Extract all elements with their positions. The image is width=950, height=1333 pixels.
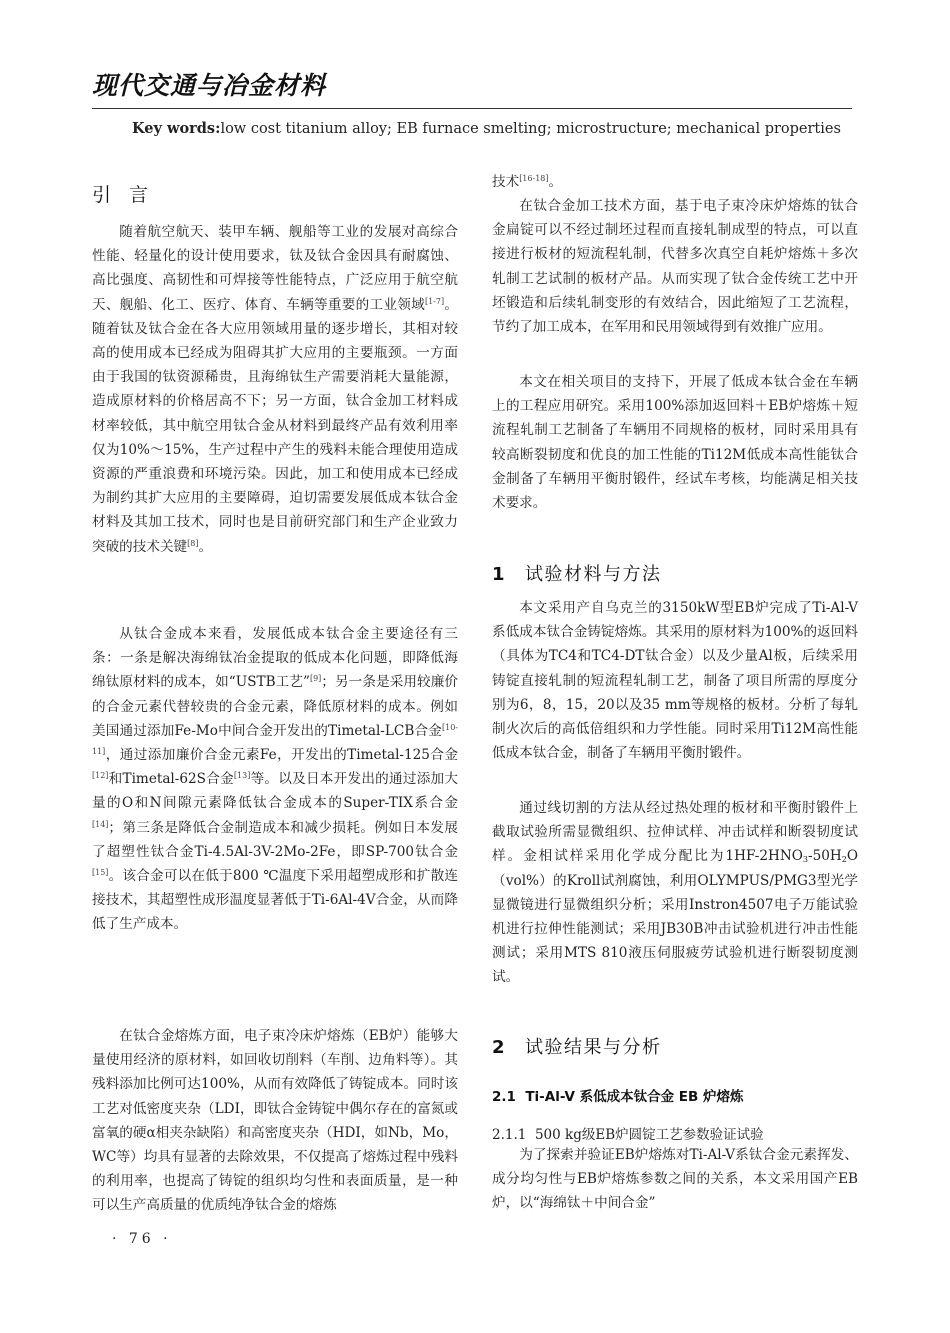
- subsection-heading-2-1: 2.1 Ti-Al-V 系低成本钛合金 EB 炉熔炼: [492, 1089, 744, 1105]
- intro-paragraph-3: 在钛合金熔炼方面，电子束冷床炉熔炼（EB炉）能够大量使用经济的原材料，如回收切削料（车削、边角料等）。其残料添加比例可达100%，从而有效降低了铸锭成本。同时该工艺对低密度夹杂（LDI，即钛合金铸锭中偶尔存在的富氮或富氧的硬α相夹杂缺陷）和高密度夹杂（HDI，如Nb，Mo，WC等）均具有显著的去除效果，不仅提高了熔炼过程中残料的利用率，也提高了铸锭的组织均匀性和表面质量，是一种可以生产高质量的优质纯净钛合金的熔炼: [92, 1028, 458, 1214]
- citation: [14]: [92, 819, 109, 829]
- citation: [16-18]: [519, 174, 549, 183]
- page-number: · 76 ·: [112, 1231, 172, 1247]
- header-rule: [92, 108, 852, 109]
- citation: [9]: [309, 674, 322, 684]
- citation: [13]: [233, 771, 251, 781]
- subsection-heading-2-1-1: 2.1.1 500 kg级EB炉圆锭工艺参数验证试验: [492, 1127, 764, 1143]
- intro-paragraph-4: 在钛合金加工技术方面，基于电子束冷床炉熔炼的钛合金扁锭可以不经过制坯过程而直接轧制成型的特点，可以直接进行板材的短流程轧制，代替多次真空自耗炉熔炼＋多次轧制工艺试制的板材产品。从而实现了钛合金传统工艺中开坯锻造和后续轧制变形的有效结合，因此缩短了工艺流程，节约了加工成本，在军用和民用领域得到有效推广应用。: [492, 198, 858, 336]
- journal-masthead: 现代交通与冶金材料: [92, 71, 327, 100]
- keywords-text: low cost titanium alloy; EB furnace smelting; microstructure; mechanical properties: [220, 121, 841, 137]
- keywords-line: Key words:low cost titanium alloy; EB furnace smelting; microstructure; mechanical properties: [132, 120, 841, 137]
- methods-paragraph-2: 通过线切割的方法从经过热处理的板材和平衡肘锻件上截取试验所需显微组织、拉伸试样、冲击试样和断裂韧度试样。金相试样采用化学成分配比为$1HF-2HNO_3-50H_2O(vol\%)$的Kroll试剂腐蚀，利用OLYMPUS/PMG3型光学显微镜进行显微组织分析；采用Instron4507电子万能试验机进行拉伸性能测试；采用JB30B冲击试验机进行冲击性能测试；采用MTS 810液压伺服疲劳试验机进行断裂韧度测试。: [492, 800, 858, 986]
- intro-paragraph-1: 随着航空航天、装甲车辆、舰船等工业的发展对高综合性能、轻量化的设计使用要求，钛及钛合金因具有耐腐蚀、高比强度、高韧性和可焊接等性能特点，广泛应用于航空航天、舰船、化工、医疗、体育、车辆等重要的工业领域[1-7]。随着钛及钛合金在各大应用领域用量的逐步增长，其相对较高的使用成本已经成为阻碍其扩大应用的主要瓶颈。一方面由于我国的钛资源稀贵，且海绵钛生产需要消耗大量能源，造成原材料的价格居高不下；另一方面，钛合金加工材料成材率较低，其中航空用钛合金从材料到最终产品有效利用率仅为10%～15%，生产过程中产生的残料未能合理使用造成资源的严重浪费和环境污染。因此，加工和使用成本已经成为制约其扩大应用的主要障碍，迫切需要发展低成本钛合金材料及其加工技术，同时也是目前研究部门和生产企业致力突破的技术关键[8]。: [92, 224, 458, 555]
- citation: [12]: [92, 771, 109, 781]
- intro-paragraph-3-continued: 技术[16-18]。: [492, 174, 563, 190]
- section-heading-2: 2 试验结果与分析: [492, 1037, 662, 1058]
- citation: [15]: [92, 868, 109, 878]
- citation: [1-7]: [425, 296, 445, 306]
- results-paragraph-1: 为了探索并验证EB炉熔炼对Ti-Al-V系钛合金元素挥发、成分均匀性与EB炉熔炼参数之间的关系，本文采用国产EB炉，以“海绵钛＋中间合金”: [492, 1147, 858, 1212]
- citation: [10-11]: [92, 722, 458, 757]
- intro-paragraph-5: 本文在相关项目的支持下，开展了低成本钛合金在车辆上的工程应用研究。采用100%添加返回料＋EB炉熔炼＋短流程轧制工艺制备了车辆用不同规格的板材，同时采用具有较高断裂韧度和优良的加工性能的Ti12M低成本高性能钛合金制备了车辆用平衡肘锻件，经试车考核，均能满足相关技术要求。: [492, 374, 858, 512]
- methods-paragraph-1: 本文采用产自乌克兰的3150kW型EB炉完成了Ti-Al-V系低成本钛合金铸锭熔炼。其采用的原材料为100%的返回料（具体为TC4和TC4-DT钛合金）以及少量Al板，后续采用铸锭直接轧制的短流程轧制工艺，制备了项目所需的厚度分别为6，8，15，20以及35 mm等规格的板材。分析了每轧制火次后的高低倍组织和力学性能。同时采用Ti12M高性能低成本钛合金，制备了车辆用平衡肘锻件。: [492, 600, 858, 762]
- section-heading-1: 1 试验材料与方法: [492, 564, 662, 585]
- intro-paragraph-2: 从钛合金成本来看，发展低成本钛合金主要途径有三条：一条是解决海绵钛冶金提取的低成本化问题，即降低海绵钛原材料的成本，如“USTB工艺”[9]；另一条是采用较廉价的合金元素代替较贵的合金元素，降低原材料的成本。例如美国通过添加Fe-Mo中间合金开发出的Timetal-LCB合金[10-11]，通过添加廉价合金元素Fe，开发出的Timetal-125合金[12]和Timetal-62S合金[13]等。以及日本开发出的通过添加大量的O和N间隙元素降低钛合金成本的Super-TIX系合金[14]；第三条是降低合金制造成本和减少损耗。例如日本发展了超塑性钛合金Ti-4.5Al-3V-2Mo-2Fe，即SP-700钛合金[15]。该合金可以在低于800 ℃温度下采用超塑成形和扩散连接技术，其超塑性成形温度显著低于Ti-6Al-4V合金，从而降低了生产成本。: [92, 626, 458, 933]
- section-heading-intro: 引言: [92, 184, 167, 206]
- citation: [8]: [187, 538, 199, 548]
- keywords-label: Key words: [132, 120, 216, 137]
